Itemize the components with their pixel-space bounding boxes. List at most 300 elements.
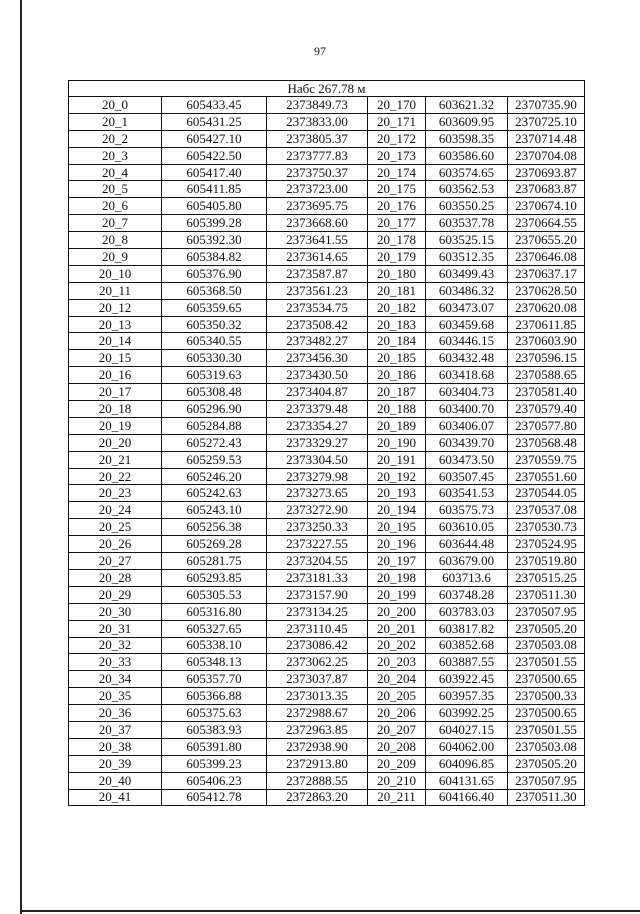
x-coord-left-cell: 605293.85 (162, 569, 267, 586)
y-coord-right-cell: 2370500.65 (508, 671, 585, 688)
x-coord-right-cell: 603609.95 (426, 113, 508, 130)
table-row (69, 451, 585, 468)
x-coord-right-cell: 603507.45 (426, 468, 508, 485)
point-id-right-cell: 20_201 (368, 620, 426, 637)
x-coord-left-cell: 605316.80 (162, 603, 267, 620)
x-coord-left-cell: 605359.65 (162, 299, 267, 316)
x-coord-left-cell: 605242.63 (162, 485, 267, 502)
y-coord-right-cell: 2370603.90 (508, 333, 585, 350)
table-row (69, 789, 585, 806)
x-coord-right-cell: 603486.32 (426, 282, 508, 299)
x-coord-left-cell: 605392.30 (162, 232, 267, 249)
x-coord-right-cell: 603887.55 (426, 654, 508, 671)
point-id-left-cell: 20_23 (69, 485, 162, 502)
table-row (69, 738, 585, 755)
y-coord-right-cell: 2370559.75 (508, 451, 585, 468)
x-coord-left-cell: 605391.80 (162, 738, 267, 755)
table-row (69, 553, 585, 570)
x-coord-left-cell: 605375.63 (162, 705, 267, 722)
y-coord-left-cell: 2373614.65 (267, 249, 368, 266)
y-coord-left-cell: 2373273.65 (267, 485, 368, 502)
x-coord-right-cell: 603817.82 (426, 620, 508, 637)
point-id-right-cell: 20_200 (368, 603, 426, 620)
x-coord-left-cell: 605405.80 (162, 198, 267, 215)
point-id-left-cell: 20_21 (69, 451, 162, 468)
y-coord-left-cell: 2373430.50 (267, 367, 368, 384)
x-coord-right-cell: 603473.50 (426, 451, 508, 468)
point-id-right-cell: 20_196 (368, 536, 426, 553)
page-number: 97 (314, 44, 326, 58)
table-row (69, 772, 585, 789)
x-coord-left-cell: 605305.53 (162, 586, 267, 603)
y-coord-right-cell: 2370511.30 (508, 789, 585, 806)
point-id-right-cell: 20_183 (368, 316, 426, 333)
table-row (69, 198, 585, 215)
y-coord-right-cell: 2370714.48 (508, 130, 585, 147)
y-coord-left-cell: 2373641.55 (267, 232, 368, 249)
x-coord-right-cell: 603610.05 (426, 519, 508, 536)
x-coord-right-cell: 603541.53 (426, 485, 508, 502)
x-coord-left-cell: 605243.10 (162, 502, 267, 519)
point-id-left-cell: 20_14 (69, 333, 162, 350)
y-coord-right-cell: 2370596.15 (508, 350, 585, 367)
y-coord-right-cell: 2370537.08 (508, 502, 585, 519)
y-coord-left-cell: 2372863.20 (267, 789, 368, 806)
x-coord-left-cell: 605296.90 (162, 401, 267, 418)
y-coord-left-cell: 2373134.25 (267, 603, 368, 620)
table-row (69, 164, 585, 181)
point-id-left-cell: 20_1 (69, 113, 162, 130)
point-id-right-cell: 20_204 (368, 671, 426, 688)
point-id-right-cell: 20_189 (368, 417, 426, 434)
point-id-right-cell: 20_180 (368, 265, 426, 282)
x-coord-left-cell: 605399.28 (162, 215, 267, 232)
point-id-right-cell: 20_191 (368, 451, 426, 468)
x-coord-left-cell: 605272.43 (162, 434, 267, 451)
x-coord-right-cell: 603748.28 (426, 586, 508, 603)
y-coord-right-cell: 2370674.10 (508, 198, 585, 215)
point-id-right-cell: 20_186 (368, 367, 426, 384)
point-id-right-cell: 20_205 (368, 688, 426, 705)
table-row (69, 569, 585, 586)
y-coord-right-cell: 2370735.90 (508, 97, 585, 114)
table-row (69, 113, 585, 130)
y-coord-left-cell: 2373227.55 (267, 536, 368, 553)
table-row (69, 367, 585, 384)
y-coord-left-cell: 2373456.30 (267, 350, 368, 367)
x-coord-left-cell: 605376.90 (162, 265, 267, 282)
point-id-left-cell: 20_39 (69, 755, 162, 772)
y-coord-left-cell: 2373723.00 (267, 181, 368, 198)
point-id-right-cell: 20_181 (368, 282, 426, 299)
y-coord-left-cell: 2373534.75 (267, 299, 368, 316)
table-row (69, 468, 585, 485)
table-row (69, 519, 585, 536)
x-coord-left-cell: 605327.65 (162, 620, 267, 637)
x-coord-right-cell: 603992.25 (426, 705, 508, 722)
point-id-right-cell: 20_195 (368, 519, 426, 536)
table-row (69, 755, 585, 772)
x-coord-left-cell: 605246.20 (162, 468, 267, 485)
point-id-right-cell: 20_178 (368, 232, 426, 249)
table-row (69, 671, 585, 688)
y-coord-left-cell: 2373204.55 (267, 553, 368, 570)
table-row (69, 232, 585, 249)
y-coord-left-cell: 2373062.25 (267, 654, 368, 671)
x-coord-left-cell: 605399.23 (162, 755, 267, 772)
point-id-right-cell: 20_208 (368, 738, 426, 755)
x-coord-right-cell: 603432.48 (426, 350, 508, 367)
x-coord-left-cell: 605411.85 (162, 181, 267, 198)
table-row (69, 384, 585, 401)
point-id-left-cell: 20_40 (69, 772, 162, 789)
y-coord-left-cell: 2373304.50 (267, 451, 368, 468)
y-coord-left-cell: 2373508.42 (267, 316, 368, 333)
point-id-left-cell: 20_8 (69, 232, 162, 249)
point-id-right-cell: 20_203 (368, 654, 426, 671)
point-id-right-cell: 20_211 (368, 789, 426, 806)
x-coord-left-cell: 605256.38 (162, 519, 267, 536)
y-coord-left-cell: 2373110.45 (267, 620, 368, 637)
y-coord-right-cell: 2370581.40 (508, 384, 585, 401)
x-coord-right-cell: 603404.73 (426, 384, 508, 401)
y-coord-left-cell: 2373250.33 (267, 519, 368, 536)
x-coord-right-cell: 604062.00 (426, 738, 508, 755)
x-coord-right-cell: 603446.15 (426, 333, 508, 350)
table-row (69, 603, 585, 620)
x-coord-right-cell: 603537.78 (426, 215, 508, 232)
table-row (69, 350, 585, 367)
y-coord-left-cell: 2373279.98 (267, 468, 368, 485)
y-coord-left-cell: 2373587.87 (267, 265, 368, 282)
table-row (69, 654, 585, 671)
y-coord-left-cell: 2373404.87 (267, 384, 368, 401)
table-row (69, 97, 585, 114)
point-id-left-cell: 20_26 (69, 536, 162, 553)
y-coord-right-cell: 2370507.95 (508, 603, 585, 620)
y-coord-left-cell: 2372963.85 (267, 721, 368, 738)
y-coord-right-cell: 2370646.08 (508, 249, 585, 266)
x-coord-right-cell: 603562.53 (426, 181, 508, 198)
point-id-left-cell: 20_35 (69, 688, 162, 705)
x-coord-right-cell: 603621.32 (426, 97, 508, 114)
y-coord-left-cell: 2373561.23 (267, 282, 368, 299)
table-row (69, 333, 585, 350)
y-coord-right-cell: 2370501.55 (508, 654, 585, 671)
table-row (69, 147, 585, 164)
x-coord-left-cell: 605357.70 (162, 671, 267, 688)
table-row (69, 181, 585, 198)
x-coord-left-cell: 605431.25 (162, 113, 267, 130)
coordinates-table (68, 80, 585, 806)
x-coord-right-cell: 603459.68 (426, 316, 508, 333)
y-coord-right-cell: 2370693.87 (508, 164, 585, 181)
y-coord-right-cell: 2370579.40 (508, 401, 585, 418)
point-id-left-cell: 20_27 (69, 553, 162, 570)
y-coord-left-cell: 2373086.42 (267, 637, 368, 654)
point-id-left-cell: 20_25 (69, 519, 162, 536)
point-id-right-cell: 20_170 (368, 97, 426, 114)
point-id-left-cell: 20_30 (69, 603, 162, 620)
y-coord-right-cell: 2370611.85 (508, 316, 585, 333)
y-coord-right-cell: 2370505.20 (508, 755, 585, 772)
table-row (69, 299, 585, 316)
y-coord-right-cell: 2370577.80 (508, 417, 585, 434)
y-coord-right-cell: 2370500.65 (508, 705, 585, 722)
x-coord-left-cell: 605348.13 (162, 654, 267, 671)
y-coord-right-cell: 2370507.95 (508, 772, 585, 789)
y-coord-right-cell: 2370704.08 (508, 147, 585, 164)
point-id-right-cell: 20_176 (368, 198, 426, 215)
x-coord-left-cell: 605417.40 (162, 164, 267, 181)
x-coord-left-cell: 605308.48 (162, 384, 267, 401)
x-coord-right-cell: 603586.60 (426, 147, 508, 164)
table-row (69, 434, 585, 451)
point-id-left-cell: 20_22 (69, 468, 162, 485)
y-coord-left-cell: 2373354.27 (267, 417, 368, 434)
point-id-left-cell: 20_41 (69, 789, 162, 806)
table-row (69, 401, 585, 418)
point-id-right-cell: 20_177 (368, 215, 426, 232)
y-coord-right-cell: 2370503.08 (508, 738, 585, 755)
x-coord-left-cell: 605412.78 (162, 789, 267, 806)
table-row (69, 637, 585, 654)
x-coord-right-cell: 603574.65 (426, 164, 508, 181)
x-coord-right-cell: 603713.6 (426, 569, 508, 586)
y-coord-left-cell: 2373777.83 (267, 147, 368, 164)
y-coord-right-cell: 2370725.10 (508, 113, 585, 130)
y-coord-left-cell: 2373482.27 (267, 333, 368, 350)
x-coord-right-cell: 603439.70 (426, 434, 508, 451)
x-coord-right-cell: 603400.70 (426, 401, 508, 418)
table-row (69, 215, 585, 232)
y-coord-right-cell: 2370530.73 (508, 519, 585, 536)
x-coord-right-cell: 603512.35 (426, 249, 508, 266)
y-coord-left-cell: 2373695.75 (267, 198, 368, 215)
point-id-left-cell: 20_34 (69, 671, 162, 688)
point-id-right-cell: 20_210 (368, 772, 426, 789)
point-id-left-cell: 20_3 (69, 147, 162, 164)
page-edge-left (20, 0, 22, 914)
y-coord-left-cell: 2372913.80 (267, 755, 368, 772)
table-row (69, 688, 585, 705)
y-coord-right-cell: 2370588.65 (508, 367, 585, 384)
y-coord-right-cell: 2370515.25 (508, 569, 585, 586)
x-coord-left-cell: 605319.63 (162, 367, 267, 384)
point-id-right-cell: 20_190 (368, 434, 426, 451)
x-coord-right-cell: 603525.15 (426, 232, 508, 249)
point-id-left-cell: 20_20 (69, 434, 162, 451)
point-id-right-cell: 20_185 (368, 350, 426, 367)
point-id-right-cell: 20_179 (368, 249, 426, 266)
x-coord-right-cell: 603957.35 (426, 688, 508, 705)
point-id-left-cell: 20_29 (69, 586, 162, 603)
table-row (69, 586, 585, 603)
y-coord-right-cell: 2370501.55 (508, 721, 585, 738)
x-coord-right-cell: 603922.45 (426, 671, 508, 688)
table-row (69, 485, 585, 502)
x-coord-right-cell: 603406.07 (426, 417, 508, 434)
point-id-left-cell: 20_38 (69, 738, 162, 755)
x-coord-right-cell: 603550.25 (426, 198, 508, 215)
x-coord-left-cell: 605350.32 (162, 316, 267, 333)
x-coord-right-cell: 604027.15 (426, 721, 508, 738)
table-row (69, 620, 585, 637)
x-coord-left-cell: 605406.23 (162, 772, 267, 789)
y-coord-right-cell: 2370519.80 (508, 553, 585, 570)
y-coord-left-cell: 2373668.60 (267, 215, 368, 232)
y-coord-right-cell: 2370620.08 (508, 299, 585, 316)
y-coord-left-cell: 2373272.90 (267, 502, 368, 519)
point-id-left-cell: 20_4 (69, 164, 162, 181)
y-coord-right-cell: 2370524.95 (508, 536, 585, 553)
point-id-left-cell: 20_12 (69, 299, 162, 316)
point-id-right-cell: 20_182 (368, 299, 426, 316)
x-coord-left-cell: 605340.55 (162, 333, 267, 350)
point-id-right-cell: 20_197 (368, 553, 426, 570)
x-coord-left-cell: 605366.88 (162, 688, 267, 705)
point-id-left-cell: 20_6 (69, 198, 162, 215)
point-id-left-cell: 20_31 (69, 620, 162, 637)
y-coord-left-cell: 2373037.87 (267, 671, 368, 688)
x-coord-left-cell: 605281.75 (162, 553, 267, 570)
y-coord-left-cell: 2373181.33 (267, 569, 368, 586)
x-coord-left-cell: 605284.88 (162, 417, 267, 434)
y-coord-left-cell: 2372988.67 (267, 705, 368, 722)
table-row (69, 282, 585, 299)
point-id-right-cell: 20_207 (368, 721, 426, 738)
x-coord-left-cell: 605259.53 (162, 451, 267, 468)
y-coord-right-cell: 2370505.20 (508, 620, 585, 637)
y-coord-left-cell: 2373013.35 (267, 688, 368, 705)
point-id-left-cell: 20_32 (69, 637, 162, 654)
y-coord-left-cell: 2372938.90 (267, 738, 368, 755)
y-coord-left-cell: 2372888.55 (267, 772, 368, 789)
table-row (69, 721, 585, 738)
x-coord-left-cell: 605330.30 (162, 350, 267, 367)
y-coord-left-cell: 2373329.27 (267, 434, 368, 451)
y-coord-left-cell: 2373379.48 (267, 401, 368, 418)
table-row (69, 502, 585, 519)
point-id-left-cell: 20_33 (69, 654, 162, 671)
point-id-right-cell: 20_209 (368, 755, 426, 772)
x-coord-right-cell: 603644.48 (426, 536, 508, 553)
point-id-left-cell: 20_19 (69, 417, 162, 434)
point-id-right-cell: 20_187 (368, 384, 426, 401)
x-coord-right-cell: 604166.40 (426, 789, 508, 806)
point-id-right-cell: 20_173 (368, 147, 426, 164)
y-coord-right-cell: 2370683.87 (508, 181, 585, 198)
point-id-right-cell: 20_188 (368, 401, 426, 418)
point-id-right-cell: 20_192 (368, 468, 426, 485)
x-coord-left-cell: 605368.50 (162, 282, 267, 299)
y-coord-right-cell: 2370655.20 (508, 232, 585, 249)
point-id-left-cell: 20_11 (69, 282, 162, 299)
x-coord-right-cell: 603418.68 (426, 367, 508, 384)
table-row (69, 536, 585, 553)
point-id-right-cell: 20_174 (368, 164, 426, 181)
point-id-left-cell: 20_15 (69, 350, 162, 367)
point-id-left-cell: 20_17 (69, 384, 162, 401)
y-coord-right-cell: 2370568.48 (508, 434, 585, 451)
point-id-right-cell: 20_206 (368, 705, 426, 722)
y-coord-right-cell: 2370544.05 (508, 485, 585, 502)
x-coord-right-cell: 604131.65 (426, 772, 508, 789)
point-id-right-cell: 20_171 (368, 113, 426, 130)
x-coord-left-cell: 605433.45 (162, 97, 267, 114)
x-coord-left-cell: 605269.28 (162, 536, 267, 553)
x-coord-right-cell: 603852.68 (426, 637, 508, 654)
table-row (69, 130, 585, 147)
point-id-left-cell: 20_24 (69, 502, 162, 519)
y-coord-right-cell: 2370637.17 (508, 265, 585, 282)
x-coord-right-cell: 604096.85 (426, 755, 508, 772)
y-coord-right-cell: 2370511.30 (508, 586, 585, 603)
x-coord-left-cell: 605338.10 (162, 637, 267, 654)
point-id-left-cell: 20_7 (69, 215, 162, 232)
point-id-left-cell: 20_36 (69, 705, 162, 722)
point-id-left-cell: 20_18 (69, 401, 162, 418)
x-coord-right-cell: 603679.00 (426, 553, 508, 570)
y-coord-left-cell: 2373750.37 (267, 164, 368, 181)
table-row (69, 249, 585, 266)
point-id-right-cell: 20_175 (368, 181, 426, 198)
x-coord-right-cell: 603499.43 (426, 265, 508, 282)
y-coord-right-cell: 2370500.33 (508, 688, 585, 705)
table-body (69, 97, 585, 806)
point-id-left-cell: 20_28 (69, 569, 162, 586)
point-id-left-cell: 20_13 (69, 316, 162, 333)
point-id-left-cell: 20_10 (69, 265, 162, 282)
table-row (69, 265, 585, 282)
point-id-left-cell: 20_5 (69, 181, 162, 198)
point-id-left-cell: 20_37 (69, 721, 162, 738)
point-id-left-cell: 20_2 (69, 130, 162, 147)
x-coord-left-cell: 605422.50 (162, 147, 267, 164)
point-id-left-cell: 20_16 (69, 367, 162, 384)
y-coord-right-cell: 2370628.50 (508, 282, 585, 299)
table-row (69, 417, 585, 434)
table-row (69, 316, 585, 333)
point-id-right-cell: 20_198 (368, 569, 426, 586)
page-edge-bottom (20, 910, 640, 912)
point-id-right-cell: 20_184 (368, 333, 426, 350)
y-coord-right-cell: 2370551.60 (508, 468, 585, 485)
x-coord-left-cell: 605384.82 (162, 249, 267, 266)
point-id-left-cell: 20_9 (69, 249, 162, 266)
point-id-right-cell: 20_199 (368, 586, 426, 603)
point-id-right-cell: 20_193 (368, 485, 426, 502)
point-id-left-cell: 20_0 (69, 97, 162, 114)
table-header: Набс 267.78 м (69, 81, 585, 97)
x-coord-right-cell: 603598.35 (426, 130, 508, 147)
x-coord-left-cell: 605427.10 (162, 130, 267, 147)
point-id-right-cell: 20_194 (368, 502, 426, 519)
x-coord-right-cell: 603473.07 (426, 299, 508, 316)
x-coord-right-cell: 603575.73 (426, 502, 508, 519)
y-coord-left-cell: 2373805.37 (267, 130, 368, 147)
y-coord-right-cell: 2370664.55 (508, 215, 585, 232)
y-coord-left-cell: 2373849.73 (267, 97, 368, 114)
table-row (69, 705, 585, 722)
point-id-right-cell: 20_172 (368, 130, 426, 147)
point-id-right-cell: 20_202 (368, 637, 426, 654)
y-coord-right-cell: 2370503.08 (508, 637, 585, 654)
x-coord-left-cell: 605383.93 (162, 721, 267, 738)
y-coord-left-cell: 2373833.00 (267, 113, 368, 130)
x-coord-right-cell: 603783.03 (426, 603, 508, 620)
y-coord-left-cell: 2373157.90 (267, 586, 368, 603)
